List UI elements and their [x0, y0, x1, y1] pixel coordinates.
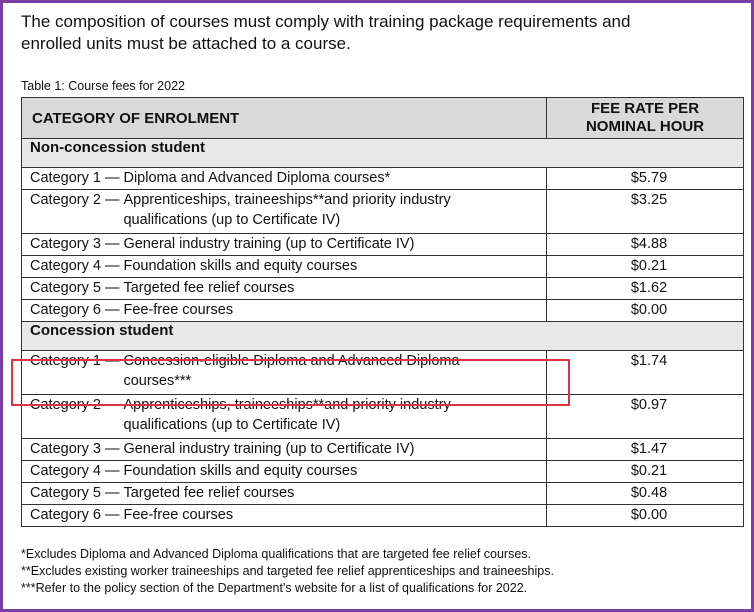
fee-value: $0.97 — [547, 395, 744, 439]
fee-value: $0.00 — [547, 300, 744, 322]
category-label: Category 3 — — [30, 441, 120, 457]
category-label: Category 6 — — [30, 302, 120, 318]
category-description — [119, 168, 390, 188]
table-row — [22, 168, 744, 190]
category-label: Category 4 — — [30, 258, 120, 274]
category-description — [119, 483, 294, 503]
category-description — [119, 461, 357, 481]
category-description — [119, 234, 414, 254]
category-label: Category 3 — — [30, 236, 120, 252]
category-cell — [22, 439, 547, 461]
category-label: Category 1 — — [30, 353, 120, 369]
category-cell — [22, 190, 547, 234]
description-line-2: qualifications (up to Certificate IV) — [123, 417, 341, 433]
category-cell — [22, 278, 547, 300]
fee-value: $5.79 — [547, 168, 744, 190]
category-cell — [22, 505, 547, 527]
category-description — [119, 439, 414, 459]
table-row — [22, 505, 744, 527]
highlight-box — [11, 359, 570, 406]
table-row — [22, 483, 744, 505]
intro-paragraph — [21, 11, 741, 55]
category-description — [119, 256, 357, 276]
header-fee-line-1: FEE RATE PER — [590, 100, 700, 117]
category-cell — [22, 461, 547, 483]
fee-value: $0.48 — [547, 483, 744, 505]
header-fee-line-2: NOMINAL HOUR — [585, 118, 705, 135]
fee-value: $0.21 — [547, 461, 744, 483]
description-line-1: Targeted fee relief courses — [123, 485, 295, 501]
footnote-2: **Excludes existing worker traineeships and targeted fee relief apprenticeships and traineeships. — [21, 564, 554, 578]
description-line-1: Foundation skills and equity courses — [123, 258, 358, 274]
category-cell — [22, 168, 547, 190]
category-cell — [22, 300, 547, 322]
category-cell — [22, 256, 547, 278]
description-line-1: Diploma and Advanced Diploma courses* — [123, 170, 391, 186]
category-label: Category 5 — — [30, 485, 120, 501]
table-row — [22, 234, 744, 256]
fee-value: $1.74 — [547, 351, 744, 395]
section-row — [22, 322, 744, 351]
header-fee-rate — [547, 98, 744, 139]
table-row — [22, 439, 744, 461]
table-row — [22, 278, 744, 300]
table-caption: Table 1: Course fees for 2022 — [21, 79, 185, 93]
intro-line-2: enrolled units must be attached to a course. — [21, 34, 351, 53]
category-description — [119, 190, 450, 230]
fee-value: $0.21 — [547, 256, 744, 278]
description-line-1: Foundation skills and equity courses — [123, 463, 358, 479]
footnote-3: ***Refer to the policy section of the Department's website for a list of qualifications for 2022. — [21, 581, 528, 595]
category-description — [119, 505, 233, 525]
footnotes — [21, 546, 554, 597]
description-line-1: Fee-free courses — [123, 302, 234, 318]
fee-value: $3.25 — [547, 190, 744, 234]
fee-value: $0.00 — [547, 505, 744, 527]
category-description — [119, 278, 294, 298]
description-line-2: qualifications (up to Certificate IV) — [123, 212, 341, 228]
description-line-1: General industry training (up to Certificate IV) — [123, 441, 415, 457]
description-line-2: courses*** — [123, 373, 192, 389]
table-row — [22, 256, 744, 278]
table-row — [22, 190, 744, 234]
category-label: Category 5 — — [30, 280, 120, 296]
category-cell — [22, 483, 547, 505]
table-header-row — [22, 98, 744, 139]
footnote-1: *Excludes Diploma and Advanced Diploma qualifications that are targeted fee relief courses. — [21, 547, 532, 561]
fee-value: $1.47 — [547, 439, 744, 461]
table-row — [22, 300, 744, 322]
table-row — [22, 461, 744, 483]
description-line-1: Apprenticeships, traineeships**and priority industry — [123, 192, 451, 208]
category-label: Category 1 — — [30, 170, 120, 186]
header-category: CATEGORY OF ENROLMENT — [22, 98, 547, 139]
category-label: Category 6 — — [30, 507, 120, 523]
intro-line-1: The composition of courses must comply with training package requirements and — [21, 12, 631, 31]
course-fees-table — [21, 97, 744, 527]
table-body — [22, 139, 744, 527]
category-description — [119, 300, 233, 320]
fee-value: $4.88 — [547, 234, 744, 256]
description-line-1: Fee-free courses — [123, 507, 234, 523]
description-line-1: Concession-eligible Diploma and Advanced Diploma — [123, 353, 460, 369]
fee-value: $1.62 — [547, 278, 744, 300]
section-title: Non-concession student — [22, 139, 744, 168]
section-title: Concession student — [22, 322, 744, 351]
category-label: Category 4 — — [30, 463, 120, 479]
category-label: Category 2 — — [30, 397, 120, 413]
section-row — [22, 139, 744, 168]
category-cell — [22, 234, 547, 256]
category-label: Category 2 — — [30, 192, 120, 208]
description-line-1: Apprenticeships, traineeships**and priority industry — [123, 397, 451, 413]
description-line-1: Targeted fee relief courses — [123, 280, 295, 296]
description-line-1: General industry training (up to Certificate IV) — [123, 236, 415, 252]
